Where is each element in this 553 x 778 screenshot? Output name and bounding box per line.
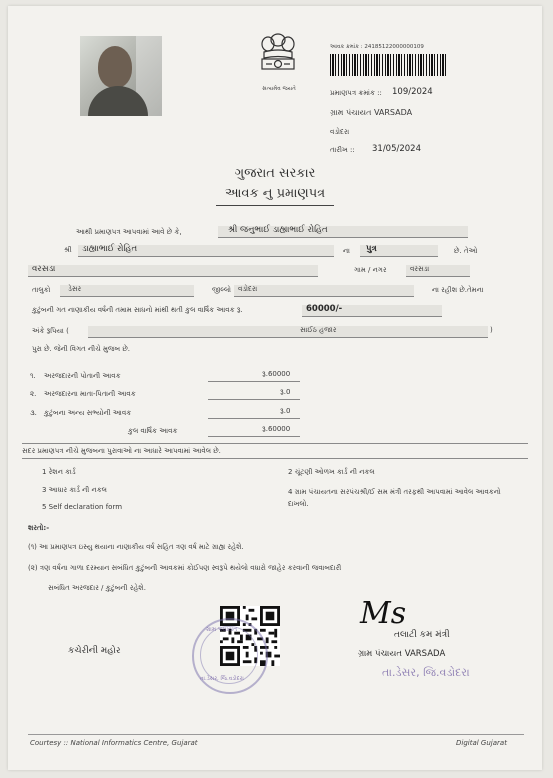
signature: Ms — [360, 596, 407, 631]
detail-text: પુરા છે. જેની વિગત નીચે મુજબ છે. — [32, 345, 131, 353]
village2: વરસડા — [410, 265, 430, 273]
doc-item: 4 ગ્રામ પંચાયતના સરપંચશ્રી/ઈ સમ મંત્રી તરફથી આપવામાં આવેલ આવકનો દાખલો. — [288, 488, 501, 508]
jillo-label: જીલ્લો — [212, 286, 231, 294]
date: 31/05/2024 — [372, 144, 421, 154]
term-3: સબંધિત અરજદાર / કુટુંબની રહેશે. — [48, 584, 146, 592]
na-label: ના — [343, 247, 350, 255]
doc-item: 1 રેશન કાર્ડ — [42, 468, 76, 476]
terms-heading: શરતો:- — [28, 524, 50, 532]
footer-courtesy: Courtesy :: National Informatics Centre, Gujarat — [30, 739, 198, 747]
village: વરસડા — [32, 264, 56, 274]
relation: પુત્ર — [366, 244, 377, 254]
income-row-label: કુટુંબના અન્ય સભ્યોની આવક — [44, 409, 132, 417]
words-label: અંકે રૂપિયા ( — [32, 327, 69, 335]
father-name: ડાહ્યાભાઈ રોહિત — [82, 244, 138, 254]
income-total-value: રૂ.60000 — [262, 425, 291, 433]
gram-panchayat-sign: ગ્રામ પંચાયત VARSADA — [358, 649, 446, 659]
state-emblem-icon — [256, 28, 300, 84]
term-2: (૨) ત્રણ વર્ષના ગાળા દરમ્યાન સબંધિત કુટુંબની આવકમાં કોઈપણ સ્વરૂપે થયેલો વધારો જાહેર કરવાની જવાબદારી — [28, 564, 342, 572]
aavak-number: આવક ક્રમાંક : 24185122000000109 — [330, 44, 424, 50]
applicant-photo — [80, 36, 162, 116]
talati-title: તલાટી કમ મંત્રી — [394, 630, 450, 640]
words-close: ) — [490, 326, 493, 334]
cert-no-label: પ્રમાણપત્ર ક્રમાંક :: — [330, 89, 382, 97]
doc-item: 2 ચૂંટણી ઓળખ કાર્ડ ની નકલ — [288, 468, 375, 476]
date-label: તારીખ :: — [330, 146, 355, 154]
income-total-label: કુલ વાર્ષિક આવક — [128, 427, 178, 435]
docs-heading: સદર પ્રમાણપત્ર નીચે મુજબના પુરાવાઓ ના આધારે આપવામાં આવેલ છે. — [22, 447, 221, 455]
emblem-caption: સત્યમેવ જયતે — [262, 86, 296, 92]
amount-words: સાઈઠ હજાર — [300, 326, 337, 334]
gam-nagar-label: ગામ / નગર — [354, 266, 387, 274]
district: વડોદરા — [330, 128, 350, 136]
footer-digital-gujarat: Digital Gujarat — [456, 739, 507, 747]
footer-divider — [28, 734, 524, 735]
doc-item: 5 Self declaration form — [42, 503, 123, 511]
income-row-no: ૧. — [30, 372, 36, 380]
resident-text: ના રહીશ છે.તેમના — [432, 286, 484, 294]
income-row-no: ૩. — [30, 409, 37, 417]
office-stamp-label: કચેરીની મહોર — [68, 646, 121, 656]
govt-title: ગુજરાત સરકાર — [234, 166, 316, 181]
shri-label: શ્રી — [64, 246, 72, 254]
che-teo: છે. તેઓ — [454, 247, 478, 255]
gram-panchayat: ગ્રામ પંચાયત VARSADA — [330, 108, 413, 117]
income-row-value: રૂ.0 — [280, 407, 291, 415]
term-1: (૧) આ પ્રમાણપત્ર ઇસ્યુ થયાના નાણાકીય વર્ષ સહિત ત્રણ વર્ષ માટે ગ્રાહ્ય રહેશે. — [28, 543, 244, 551]
certify-prefix: આથી પ્રમાણપત્ર આપવામાં આવે છે કે, — [76, 228, 182, 236]
doc-item: 3 આધાર કાર્ડ ની નકલ — [42, 486, 107, 494]
income-row-label: અરજદારની પોતાની આવક — [44, 372, 121, 380]
family-income-text: કુટુંબની ગત નાણાકીય વર્ષની તમામ સાધનો માંથી થતી કુલ વાર્ષિક આવક રૂ. — [32, 306, 243, 314]
income-row-value: રૂ.0 — [280, 388, 291, 396]
violet-stamp-taluka: તા.ડેસર, જિ.વડોદરા — [382, 666, 470, 679]
certificate-page — [8, 6, 542, 770]
income-row-label: અરજદારના માતા-પિતાની આવક — [44, 390, 136, 398]
page-title: આવક નુ પ્રમાણપત્ર — [224, 186, 326, 201]
stamp-ring-text: ગ્રામ પંચાયત — [206, 626, 238, 633]
stamp-inner-text: તા.ડેસર, જિ.વડોદરા — [200, 676, 244, 682]
taluko-label: તાલુકો — [32, 286, 51, 294]
jillo: વડોદરા — [238, 285, 258, 293]
family-income: 60000/- — [306, 304, 343, 314]
income-row-no: ૨. — [30, 390, 37, 398]
applicant-name: શ્રી જનુભાઈ ડાહ્યાભાઈ રોહિત — [228, 225, 328, 235]
cert-no: 109/2024 — [392, 87, 433, 97]
income-row-value: રૂ.60000 — [262, 370, 291, 378]
taluko: ડેસર — [68, 285, 82, 293]
barcode — [330, 54, 448, 76]
